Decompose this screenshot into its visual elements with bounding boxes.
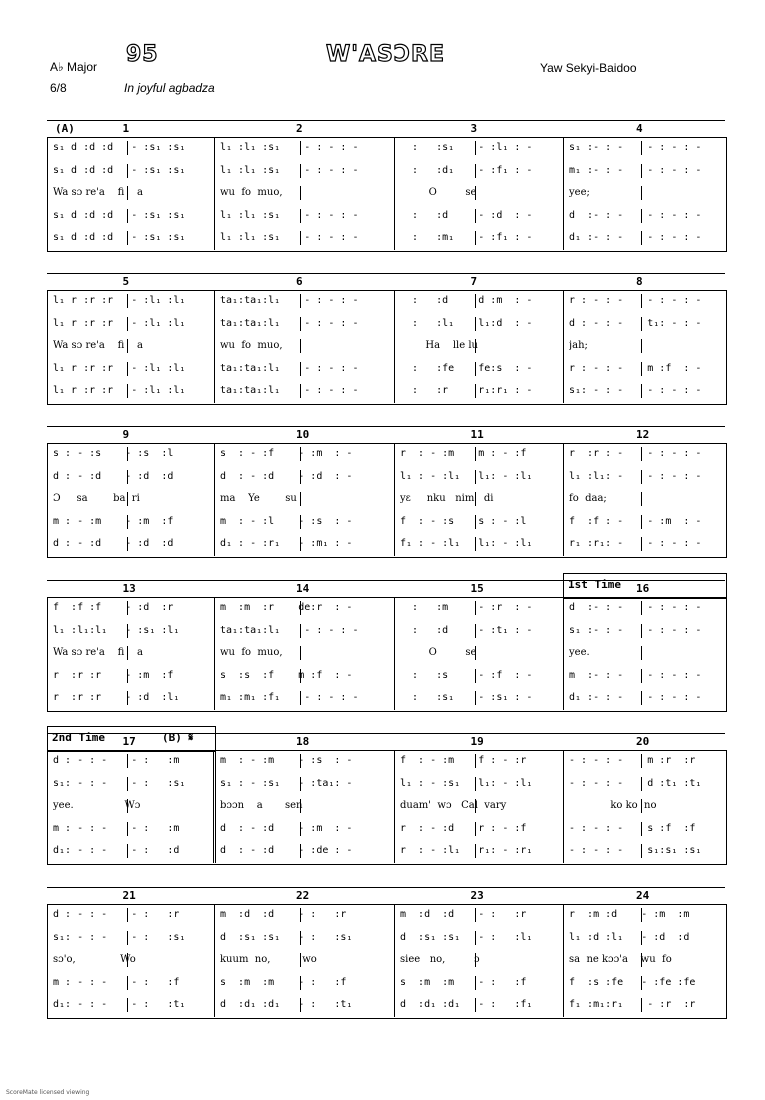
note-cell: s₁ d :d :d - :s₁ :s₁	[53, 232, 186, 244]
note-cell: : :s - :f : -	[400, 669, 533, 681]
note-cell: r :r :r - :m :f	[53, 669, 174, 681]
note-cell: d : - :d - :de : -	[220, 845, 353, 857]
barline	[563, 137, 564, 250]
note-cell: f₁ :m₁:r₁ - :r :r	[569, 999, 696, 1011]
note-cell: : :s₁ - :l₁ : -	[400, 142, 533, 153]
note-cell: s :m :m - : :f	[400, 976, 527, 988]
measure-number: 3	[470, 122, 478, 135]
composer: Yaw Sekyi-Baidoo	[540, 61, 637, 75]
lyric-cell: Wa sɔ re'a fi a	[53, 340, 143, 352]
note-cell: : :s₁ - :s₁ : -	[400, 692, 533, 704]
lyric-cell: O se	[400, 647, 477, 659]
measure-number: 21	[122, 889, 136, 902]
barline	[214, 137, 215, 250]
note-cell: - : - : - m :r :r	[569, 755, 696, 766]
note-cell: s₁ :- : - - : - : -	[569, 624, 702, 636]
note-cell: f :f :f - :d :r	[53, 602, 174, 613]
system-top-rule	[47, 426, 725, 427]
note-cell: d : - :d - :d :d	[53, 538, 174, 550]
note-cell: s₁: - : - - : - : -	[569, 385, 702, 397]
note-cell: l₁ : - :l₁ l₁: - :l₁	[400, 470, 533, 482]
note-cell: : :d - :t₁ : -	[400, 624, 533, 636]
note-cell: s₁ d :d :d - :s₁ :s₁	[53, 164, 186, 176]
note-cell: r : - :l₁ r₁: - :r₁	[400, 845, 533, 857]
measure-number: 24	[636, 889, 650, 902]
note-cell: d₁ :- : - - : - : -	[569, 232, 702, 244]
note-cell: l₁ : - :s₁ l₁: - :l₁	[400, 777, 533, 789]
barline	[214, 443, 215, 556]
measure-number: 22	[296, 889, 310, 902]
note-cell: ta₁:ta₁:l₁ - : - : -	[220, 385, 359, 397]
note-cell: : :d d :m : -	[400, 295, 533, 306]
note-cell: d : - :d - :m : -	[220, 822, 353, 834]
double-barline	[213, 750, 219, 863]
note-cell: r : - : - - : - : -	[569, 295, 702, 306]
note-cell: f :s :fe - :fe :fe	[569, 976, 696, 988]
note-cell: m : - : - - : :f	[53, 976, 180, 988]
barline	[563, 904, 564, 1017]
lyric-cell: jah;	[569, 340, 588, 352]
note-cell: d :d₁ :d₁ - : :f₁	[400, 999, 533, 1011]
barline	[394, 750, 395, 863]
note-cell: : :m - :r : -	[400, 602, 533, 613]
lyric-cell: wu fo muo,	[220, 340, 283, 352]
note-cell: f :f : - - :m : -	[569, 515, 702, 527]
lyric-cell: yee. Wɔ	[53, 800, 141, 812]
measure-number: 18	[296, 735, 310, 748]
note-cell: f₁ : - :l₁ l₁: - :l₁	[400, 538, 533, 550]
time-signature: 6/8	[50, 81, 67, 95]
note-cell: l₁ :l₁ :s₁ - : - : -	[220, 164, 359, 176]
note-cell: d : - :d - :d : -	[220, 470, 353, 482]
measure-number: 4	[636, 122, 643, 135]
section-label: (A)	[55, 122, 75, 135]
system-top-rule	[47, 887, 725, 888]
note-cell: s : - :s - :s :l	[53, 448, 174, 459]
lyric-cell: O se	[400, 187, 477, 199]
measure-number: 2	[296, 122, 303, 135]
note-cell: s₁ : - :s₁ - :ta₁: -	[220, 777, 353, 789]
note-cell: d :s₁ :s₁ - : :s₁	[220, 931, 353, 943]
note-cell: s :s :f m :f : -	[220, 669, 353, 681]
performance-style: In joyful agbadza	[124, 81, 215, 95]
lyric-cell: Wa sɔ re'a fi a	[53, 187, 143, 199]
note-cell: s :m :m - : :f	[220, 976, 347, 988]
lyric-cell: ko ko no	[569, 800, 657, 812]
note-cell: m :m :r de:r : -	[220, 602, 353, 613]
note-cell: s₁ d :d :d - :s₁ :s₁	[53, 142, 186, 153]
lyric-cell: ma Ye su	[220, 493, 297, 505]
note-cell: m₁ :m₁ :f₁ - : - : -	[220, 692, 359, 704]
note-cell: m :- : - - : - : -	[569, 669, 702, 681]
barline	[214, 290, 215, 403]
lyric-cell: wu fo muo,	[220, 647, 283, 659]
song-title: W'ASƆRE	[326, 42, 445, 67]
measure-number: 9	[122, 428, 130, 441]
measure-number: 12	[636, 428, 650, 441]
note-cell: m :d :d - : :r	[400, 909, 527, 920]
measure-number: 17	[122, 735, 136, 748]
note-cell: ta₁:ta₁:l₁ - : - : -	[220, 362, 359, 374]
barline	[563, 750, 564, 863]
note-cell: l₁ :l₁ :s₁ - : - : -	[220, 232, 359, 244]
note-cell: m : - :l - :s : -	[220, 515, 353, 527]
measure-number: 6	[296, 275, 303, 288]
measure-number: 23	[470, 889, 484, 902]
volta-label: 2nd Time	[52, 731, 105, 744]
note-cell: m₁ :- : - - : - : -	[569, 164, 702, 176]
note-cell: m : - :m - :s : -	[220, 755, 353, 766]
note-cell: s₁ d :d :d - :s₁ :s₁	[53, 209, 186, 221]
note-cell: l₁ :l₁:l₁ - :s₁ :l₁	[53, 624, 180, 636]
lyric-cell: Wa sɔ re'a fi a	[53, 647, 143, 659]
note-cell: s : - :f - :m : -	[220, 448, 353, 459]
note-cell: f : - :s s : - :l	[400, 515, 527, 527]
note-cell: s₁ :- : - - : - : -	[569, 142, 702, 153]
lyric-cell: Ha lle lu	[400, 340, 478, 352]
note-cell: l₁ :l₁ :s₁ - : - : -	[220, 142, 359, 153]
lyric-cell: yee.	[569, 647, 590, 659]
note-cell: r :r :r - :d :l₁	[53, 692, 180, 704]
note-cell: l₁ :l₁ :s₁ - : - : -	[220, 209, 359, 221]
note-cell: - : - : - s₁:s₁ :s₁	[569, 845, 702, 857]
barline	[394, 443, 395, 556]
note-cell: r :r : - - : - : -	[569, 448, 702, 459]
measure-number: 16	[636, 582, 650, 595]
note-cell: r : - : - m :f : -	[569, 362, 702, 374]
measure-number: 8	[636, 275, 643, 288]
note-cell: d₁ :- : - - : - : -	[569, 692, 702, 704]
note-cell: l₁ r :r :r - :l₁ :l₁	[53, 295, 186, 306]
note-cell: f : - :m f : - :r	[400, 755, 527, 766]
barline	[394, 904, 395, 1017]
measure-number: 1	[122, 122, 130, 135]
hymn-number: 95	[126, 42, 159, 67]
note-cell: d :s₁ :s₁ - : :l₁	[400, 931, 533, 943]
key-signature: A♭ Major	[50, 60, 98, 74]
barline	[214, 597, 215, 710]
note-cell: d : - : - - : :m	[53, 755, 180, 766]
lyric-cell: yɛ nku nim di	[400, 493, 494, 505]
lyric-cell: fo daa;	[569, 493, 607, 505]
lyric-cell: sa ne kɔɔ'a wu fo	[569, 954, 672, 966]
note-cell: ta₁:ta₁:l₁ - : - : -	[220, 624, 359, 636]
note-cell: ta₁:ta₁:l₁ - : - : -	[220, 295, 359, 306]
note-cell: - : - : - d :t₁ :t₁	[569, 777, 702, 789]
barline	[563, 597, 564, 710]
lyric-cell: Ɔ sa ba ri	[53, 493, 140, 505]
note-cell: d : - : - - : :r	[53, 909, 180, 920]
note-cell: : :r r₁:r₁ : -	[400, 385, 533, 397]
note-cell: l₁ r :r :r - :l₁ :l₁	[53, 385, 186, 397]
note-cell: d :- : - - : - : -	[569, 602, 702, 613]
note-cell: l₁ r :r :r - :l₁ :l₁	[53, 362, 186, 374]
note-cell: : :fe fe:s : -	[400, 362, 533, 374]
note-cell: l₁ :d :l₁ - :d :d	[569, 931, 690, 943]
measure-number: 7	[470, 275, 478, 288]
system-top-rule	[47, 273, 725, 274]
barline	[214, 904, 215, 1017]
measure-number: 15	[470, 582, 484, 595]
note-cell: s₁: - : - - : :s₁	[53, 777, 186, 789]
measure-number: 11	[470, 428, 484, 441]
note-cell: : :d - :d : -	[400, 209, 533, 221]
measure-number: 5	[122, 275, 130, 288]
note-cell: r :m :d - :m :m	[569, 909, 690, 920]
lyric-cell: sɔ'o, Wo	[53, 954, 136, 966]
note-cell: d₁: - : - - : :t₁	[53, 999, 186, 1011]
volta-label: 1st Time	[568, 578, 621, 591]
lyric-cell: siee no, ɔ	[400, 954, 480, 966]
section-b-label: (B) 𝄋	[162, 731, 194, 744]
note-cell: m : - : - - : :m	[53, 822, 180, 834]
system-top-rule	[47, 120, 725, 121]
measure-number: 20	[636, 735, 650, 748]
note-cell: ta₁:ta₁:l₁ - : - : -	[220, 317, 359, 329]
note-cell: l₁ r :r :r - :l₁ :l₁	[53, 317, 186, 329]
note-cell: : :d₁ - :f₁ : -	[400, 164, 533, 176]
note-cell: d :- : - - : - : -	[569, 209, 702, 221]
note-cell: d : - :d - :d :d	[53, 470, 174, 482]
measure-number: 19	[470, 735, 484, 748]
note-cell: : :l₁ l₁:d : -	[400, 317, 533, 329]
footer-watermark: ScoreMate licensed viewing	[6, 1089, 90, 1096]
note-cell: r₁ :r₁: - - : - : -	[569, 538, 702, 550]
lyric-cell: wu fo muo,	[220, 187, 283, 199]
note-cell: r : - :m m : - :f	[400, 448, 527, 459]
note-cell: d : - : - t₁: - : -	[569, 317, 702, 329]
barline	[563, 443, 564, 556]
note-cell: - : - : - s :f :f	[569, 822, 696, 834]
note-cell: r : - :d r : - :f	[400, 822, 527, 834]
note-cell: l₁ :l₁: - - : - : -	[569, 470, 702, 482]
barline	[394, 597, 395, 710]
barline	[394, 137, 395, 250]
measure-number: 10	[296, 428, 310, 441]
note-cell: d :d₁ :d₁ - : :t₁	[220, 999, 353, 1011]
note-cell: d₁ : - :r₁ - :m₁ : -	[220, 538, 353, 550]
note-cell: m :d :d - : :r	[220, 909, 347, 920]
measure-number: 14	[296, 582, 310, 595]
barline	[394, 290, 395, 403]
lyric-cell: duam' wɔ Cal vary	[400, 800, 507, 812]
measure-number: 13	[122, 582, 136, 595]
barline	[563, 290, 564, 403]
note-cell: s₁: - : - - : :s₁	[53, 931, 186, 943]
lyric-cell: yee;	[569, 187, 590, 199]
lyric-cell: kuum no, wo	[220, 954, 317, 966]
note-cell: d₁: - : - - : :d	[53, 845, 180, 857]
lyric-cell: bɔɔn a sen	[220, 800, 303, 812]
note-cell: : :m₁ - :f₁ : -	[400, 232, 533, 244]
note-cell: m : - :m - :m :f	[53, 515, 174, 527]
